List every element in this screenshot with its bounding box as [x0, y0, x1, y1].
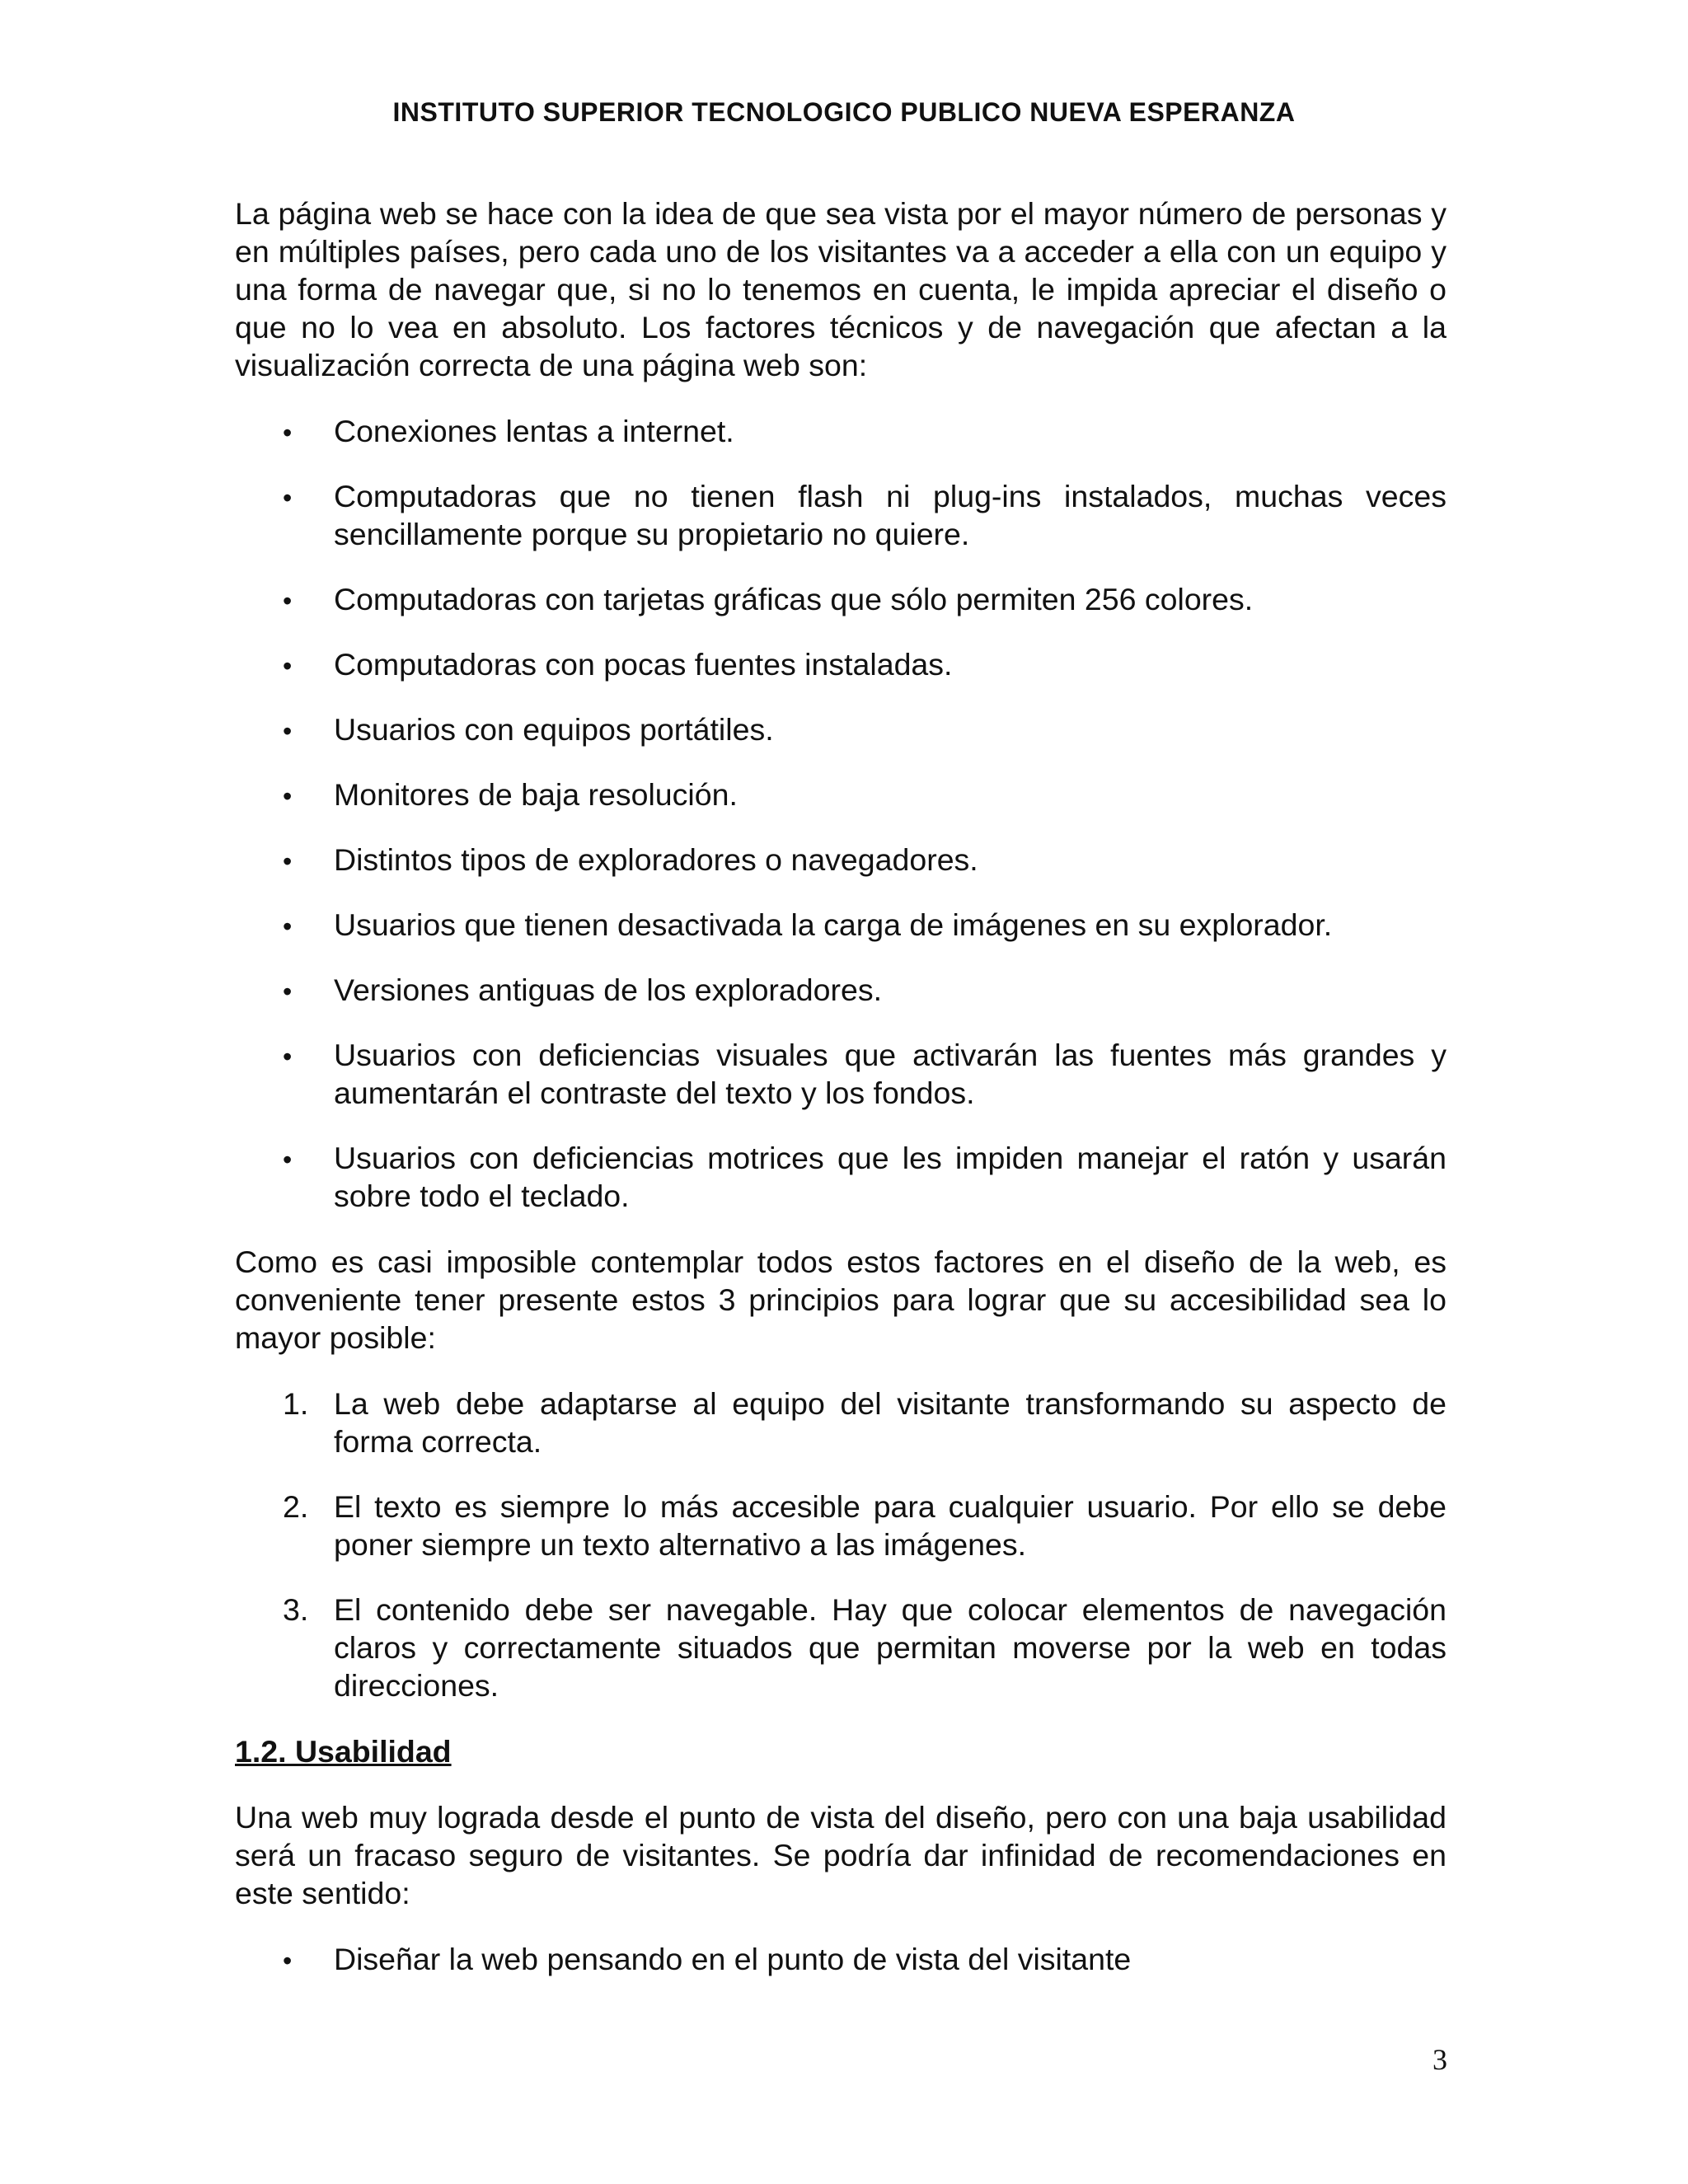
list-item-text: La web debe adaptarse al equipo del visitante transformando su aspecto de forma correcta.	[334, 1386, 1447, 1459]
list-item-text: Usuarios con deficiencias visuales que activarán las fuentes más grandes y aumentarán el contraste del texto y los fondos.	[334, 1038, 1447, 1110]
list-item-text: Distintos tipos de exploradores o navegadores.	[334, 842, 978, 877]
list-item-text: Usuarios con deficiencias motrices que les impiden manejar el ratón y usarán sobre todo el teclado.	[334, 1141, 1447, 1213]
bullet-icon	[283, 906, 292, 945]
page-number: 3	[1432, 2043, 1447, 2076]
bullet-icon	[283, 1139, 292, 1179]
list-item-text: El contenido debe ser navegable. Hay que colocar elementos de navegación claros y correctamente situados que permitan moverse por la web en todas direcciones.	[334, 1592, 1447, 1703]
list-number: 2.	[283, 1489, 309, 1524]
bullet-icon	[283, 971, 292, 1010]
page-header: INSTITUTO SUPERIOR TECNOLOGICO PUBLICO NUEVA ESPERANZA	[392, 97, 1296, 127]
list-item	[235, 841, 1447, 879]
section-heading: 1.2. Usabilidad	[235, 1734, 452, 1769]
list-item-text: Conexiones lentas a internet.	[334, 414, 734, 448]
list-item-text: Diseñar la web pensando en el punto de vista del visitante	[334, 1942, 1132, 1976]
principles-list	[235, 1385, 1447, 1704]
bullet-icon	[283, 580, 292, 620]
bullet-icon	[283, 645, 292, 685]
list-item	[235, 1036, 1447, 1112]
bullet-icon	[283, 1036, 292, 1076]
list-item	[235, 1488, 1447, 1563]
list-item	[235, 477, 1447, 553]
list-item	[235, 1139, 1447, 1215]
list-item-text: Computadoras que no tienen flash ni plug-ins instalados, muchas veces sencillamente porque su propietario no quiere.	[334, 479, 1447, 551]
list-item	[235, 906, 1447, 944]
list-item-text: Usuarios que tienen desactivada la carga de imágenes en su explorador.	[334, 907, 1333, 942]
list-item	[235, 412, 1447, 450]
list-item	[235, 580, 1447, 618]
bullet-icon	[283, 412, 292, 452]
principles-intro: Como es casi imposible contemplar todos estos factores en el diseño de la web, es conveniente tener presente estos 3 principios para lograr que su accesibilidad sea lo mayor posible:	[235, 1244, 1447, 1355]
list-item	[235, 1591, 1447, 1704]
bullet-icon	[283, 710, 292, 750]
list-item	[235, 1385, 1447, 1460]
list-item-text: El texto es siempre lo más accesible para cualquier usuario. Por ello se debe poner siempre un texto alternativo a las imágenes.	[334, 1489, 1447, 1562]
list-item	[235, 710, 1447, 748]
list-item-text: Monitores de baja resolución.	[334, 777, 738, 812]
bullet-icon	[283, 1940, 292, 1980]
list-number: 1.	[283, 1386, 309, 1421]
list-item-text: Versiones antiguas de los exploradores.	[334, 972, 883, 1007]
factors-list	[235, 412, 1447, 1215]
list-item	[235, 645, 1447, 683]
list-item	[235, 971, 1447, 1009]
list-item-text: Computadoras con pocas fuentes instaladas.	[334, 647, 953, 682]
list-item	[235, 1940, 1447, 1978]
list-item-text: Computadoras con tarjetas gráficas que sólo permiten 256 colores.	[334, 582, 1254, 616]
bullet-icon	[283, 477, 292, 517]
usability-list	[235, 1940, 1447, 1978]
list-item-text: Usuarios con equipos portátiles.	[334, 712, 774, 747]
intro-paragraph: La página web se hace con la idea de que sea vista por el mayor número de personas y en múltiples países, pero cada uno de los visitantes va a acceder a ella con un equipo y una forma de navegar que, si no lo tenemos en cuenta, le impida apreciar el diseño o que no lo vea en absoluto. Los factores técnicos y de navegación que afectan a la visualización correcta de una página web son:	[235, 196, 1447, 382]
list-number: 3.	[283, 1592, 309, 1627]
page-content	[235, 194, 1447, 1978]
bullet-icon	[283, 776, 292, 815]
list-item	[235, 776, 1447, 813]
bullet-icon	[283, 841, 292, 880]
section-paragraph: Una web muy lograda desde el punto de vista del diseño, pero con una baja usabilidad será un fracaso seguro de visitantes. Se podría dar infinidad de recomendaciones en este sentido:	[235, 1800, 1447, 1910]
